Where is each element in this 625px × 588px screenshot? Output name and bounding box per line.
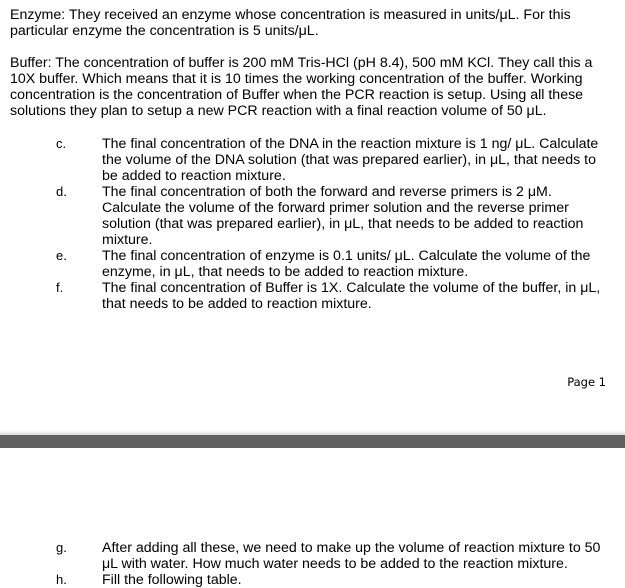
page-separator <box>0 435 625 448</box>
question-letter: e. <box>56 248 67 263</box>
question-text: The final concentration of enzyme is 0.1 units/ μL. Calculate the volume of the enzyme, in μL, that needs to be added to reaction mixture. <box>102 248 591 280</box>
question-text: The final concentration of the DNA in the reaction mixture is 1 ng/ μL. Calculate the volume of the DNA solution (that was prepared earlier), in μL, that needs to be added to reaction mixture. <box>102 136 599 184</box>
buffer-paragraph: Buffer: The concentration of buffer is 200 mM Tris-HCl (pH 8.4), 500 mM KCl. They call this a 10X buffer. Which means that it is 10 times the working concentration of the buffer. Working concentration is the concentration of Buffer when the PCR reaction is setup. Using all these solutions they plan to setup a new PCR reaction with a final reaction volume of 50 μL. <box>10 55 593 119</box>
page-number: Page 1 <box>567 375 606 389</box>
question-text: Fill the following table. <box>102 572 242 588</box>
question-text: The final concentration of Buffer is 1X. Calculate the volume of the buffer, in μL, that needs to be added to reaction mixture. <box>102 280 601 312</box>
question-text: The final concentration of both the forward and reverse primers is 2 μM. Calculate the volume of the forward primer solution and the reverse primer solution (that was prepared earlier), in μL, that needs to be added to reaction mixture. <box>102 184 584 248</box>
question-letter: f. <box>56 280 64 295</box>
question-letter: g. <box>56 540 67 555</box>
enzyme-paragraph: Enzyme: They received an enzyme whose concentration is measured in units/μL. For this particular enzyme the concentration is 5 units/μL. <box>10 7 571 39</box>
question-letter: d. <box>56 184 67 199</box>
question-letter: h. <box>56 572 67 587</box>
document-page-2 <box>0 448 625 588</box>
question-text: After adding all these, we need to make up the volume of reaction mixture to 50 μL with water. How much water needs to be added to the reaction mixture. <box>102 540 601 572</box>
question-letter: c. <box>56 136 67 151</box>
